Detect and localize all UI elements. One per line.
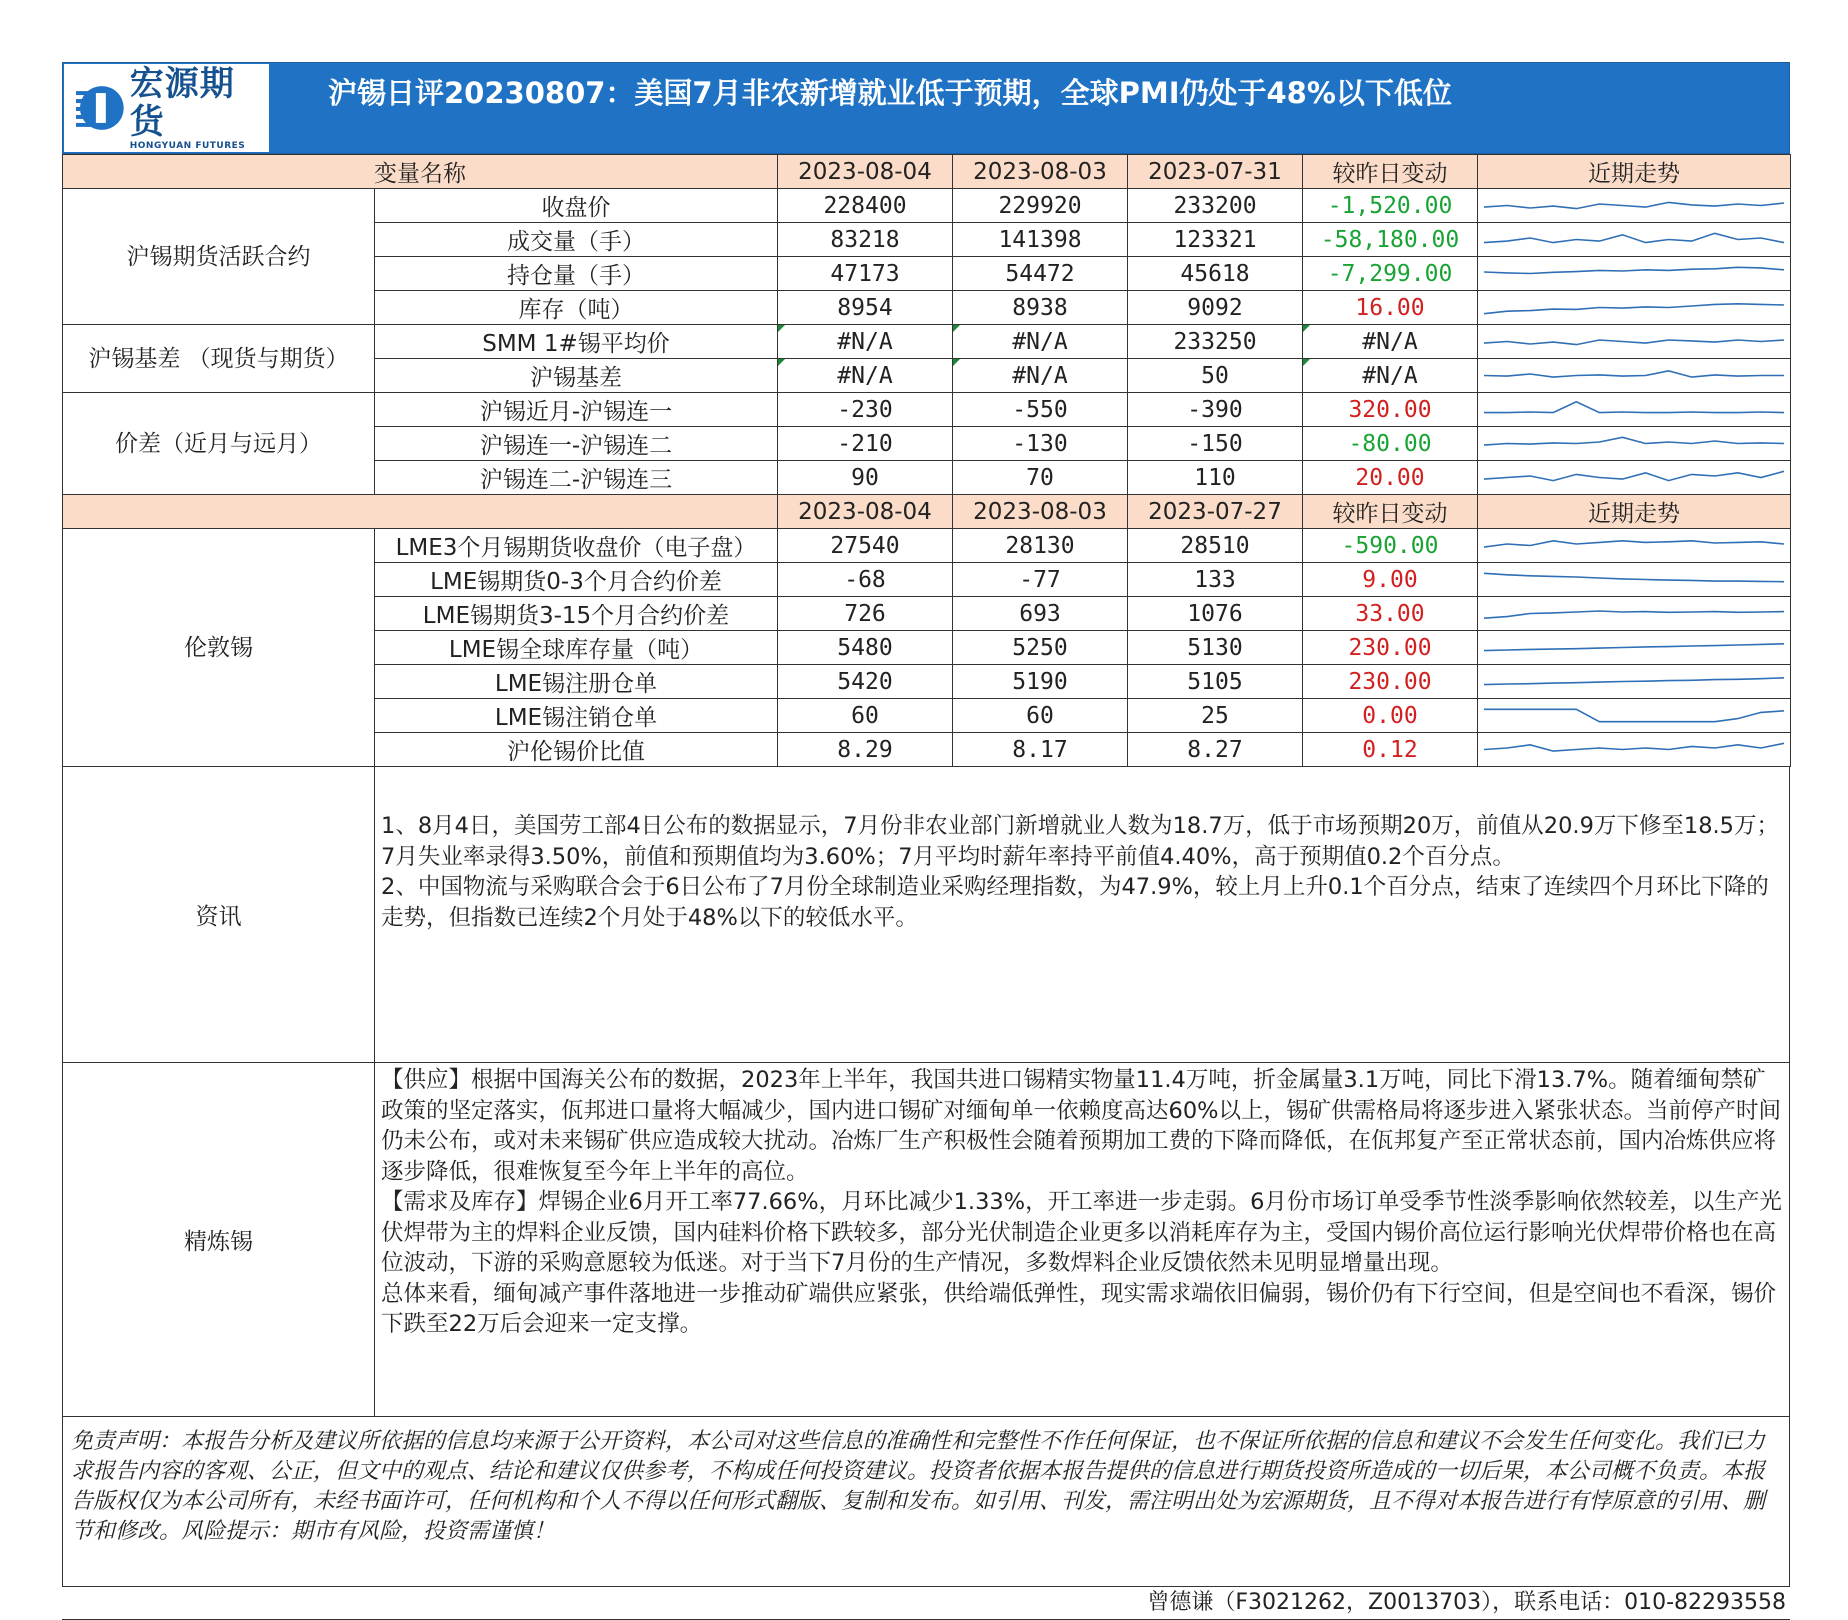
row-value: -77 xyxy=(953,563,1128,597)
row-change: 0.00 xyxy=(1303,699,1478,733)
row-value: 229920 xyxy=(953,189,1128,223)
row-value: 25 xyxy=(1128,699,1303,733)
row-variable-name: 沪锡连二-沪锡连三 xyxy=(375,461,778,495)
row-value: 693 xyxy=(953,597,1128,631)
sparkline-cell xyxy=(1478,733,1791,767)
row-change: 16.00 xyxy=(1303,291,1478,325)
row-value: 5250 xyxy=(953,631,1128,665)
row-value: 54472 xyxy=(953,257,1128,291)
header-date: 2023-07-31 xyxy=(1128,155,1303,189)
row-value: 5105 xyxy=(1128,665,1303,699)
row-value: 83218 xyxy=(778,223,953,257)
table-header-row xyxy=(63,495,1791,529)
row-variable-name: 成交量（手） xyxy=(375,223,778,257)
table-row xyxy=(63,189,1791,223)
sparkline-line xyxy=(1484,743,1784,751)
news-paragraph: 2、中国物流与采购联合会于6日公布了7月份全球制造业采购经理指数，为47.9%，较上月上升0.1个百分点，结束了连续四个月环比下降的走势，但指数已连续2个月处于48%以下的较低水平。 xyxy=(381,874,1769,931)
sparkline-line xyxy=(1484,267,1784,273)
row-variable-name: 库存（吨） xyxy=(375,291,778,325)
sparkline xyxy=(1484,700,1784,731)
sparkline-cell xyxy=(1478,359,1791,393)
data-table xyxy=(62,154,1791,767)
sparkline xyxy=(1484,224,1784,255)
row-value: 123321 xyxy=(1128,223,1303,257)
row-variable-name: 沪锡连一-沪锡连二 xyxy=(375,427,778,461)
sparkline xyxy=(1484,530,1784,561)
row-value: 27540 xyxy=(778,529,953,563)
header-date: 2023-07-27 xyxy=(1128,495,1303,529)
row-change: 20.00 xyxy=(1303,461,1478,495)
report xyxy=(62,62,1790,1620)
group-label: 伦敦锡 xyxy=(63,529,375,767)
sparkline-cell xyxy=(1478,597,1791,631)
row-value: -230 xyxy=(778,393,953,427)
row-change: -1,520.00 xyxy=(1303,189,1478,223)
row-variable-name: 沪伦锡价比值 xyxy=(375,733,778,767)
report-title: 沪锡日评20230807：美国7月非农新增就业低于预期，全球PMI仍处于48%以下低位 xyxy=(328,76,1452,110)
sparkline xyxy=(1484,428,1784,459)
row-value: 90 xyxy=(778,461,953,495)
row-value: 726 xyxy=(778,597,953,631)
sparkline-line xyxy=(1484,678,1784,685)
sparkline xyxy=(1484,564,1784,595)
contact-line: 曾德谦（F3021262，Z0013703），联系电话：010-82293558 xyxy=(62,1587,1790,1620)
news-section xyxy=(62,767,1790,1063)
header-variable-name xyxy=(63,495,778,529)
row-variable-name: 沪锡近月-沪锡连一 xyxy=(375,393,778,427)
row-change: 9.00 xyxy=(1303,563,1478,597)
row-value: 228400 xyxy=(778,189,953,223)
sparkline xyxy=(1484,666,1784,697)
sparkline-line xyxy=(1484,233,1784,242)
logo-mark-icon xyxy=(74,69,124,147)
sparkline xyxy=(1484,190,1784,221)
sparkline-line xyxy=(1484,644,1784,651)
group-label: 价差（近月与远月） xyxy=(63,393,375,495)
sparkline-cell xyxy=(1478,665,1791,699)
sparkline-line xyxy=(1484,541,1784,547)
refined-tin-section xyxy=(62,1063,1790,1417)
row-value: 47173 xyxy=(778,257,953,291)
row-value: 60 xyxy=(778,699,953,733)
row-variable-name: LME锡期货3-15个月合约价差 xyxy=(375,597,778,631)
row-value: -550 xyxy=(953,393,1128,427)
table-row xyxy=(63,325,1791,359)
sparkline-line xyxy=(1484,371,1784,377)
sparkline xyxy=(1484,598,1784,629)
row-change: 230.00 xyxy=(1303,665,1478,699)
row-value: -150 xyxy=(1128,427,1303,461)
row-value: 9092 xyxy=(1128,291,1303,325)
header-date: 2023-08-03 xyxy=(953,495,1128,529)
header-trend: 近期走势 xyxy=(1478,155,1791,189)
sparkline-cell xyxy=(1478,257,1791,291)
row-value: 8.17 xyxy=(953,733,1128,767)
header-variable-name: 变量名称 xyxy=(63,155,778,189)
refined-paragraph: 【需求及库存】焊锡企业6月开工率77.66%，月环比减少1.33%，开工率进一步走弱。6月份市场订单受季节性淡季影响依然较差，以生产光伏焊带为主的焊料企业反馈，国内硅料价格下跌较多，部分光伏制造企业更多以消耗库存为主，受国内锡价高位运行影响光伏焊带价格也在高位波动，下游的采购意愿较为低迷。对于当下7月份的生产情况，多数焊料企业反馈依然未见明显增量出现。 xyxy=(381,1189,1782,1276)
sparkline-cell xyxy=(1478,699,1791,733)
row-change: -58,180.00 xyxy=(1303,223,1478,257)
row-change: #N/A xyxy=(1303,359,1478,393)
sparkline-line xyxy=(1484,402,1784,413)
sparkline-cell xyxy=(1478,631,1791,665)
sparkline-line xyxy=(1484,304,1784,314)
table-row xyxy=(63,393,1791,427)
row-value: #N/A xyxy=(778,359,953,393)
sparkline-line xyxy=(1484,573,1784,581)
sparkline xyxy=(1484,360,1784,391)
row-variable-name: SMM 1#锡平均价 xyxy=(375,325,778,359)
row-value: 5480 xyxy=(778,631,953,665)
row-variable-name: 收盘价 xyxy=(375,189,778,223)
row-value: 5420 xyxy=(778,665,953,699)
row-value: 1076 xyxy=(1128,597,1303,631)
header-trend: 近期走势 xyxy=(1478,495,1791,529)
row-value: 28510 xyxy=(1128,529,1303,563)
header-change: 较昨日变动 xyxy=(1303,155,1478,189)
sparkline-line xyxy=(1484,709,1784,721)
row-variable-name: LME3个月锡期货收盘价（电子盘） xyxy=(375,529,778,563)
row-value: -210 xyxy=(778,427,953,461)
sparkline-cell xyxy=(1478,529,1791,563)
sparkline-cell xyxy=(1478,223,1791,257)
row-change: 0.12 xyxy=(1303,733,1478,767)
row-value: 70 xyxy=(953,461,1128,495)
sparkline xyxy=(1484,462,1784,493)
row-change: -80.00 xyxy=(1303,427,1478,461)
sparkline-cell xyxy=(1478,427,1791,461)
sparkline xyxy=(1484,394,1784,425)
row-change: -590.00 xyxy=(1303,529,1478,563)
news-paragraph: 1、8月4日，美国劳工部4日公布的数据显示，7月份非农业部门新增就业人数为18.7万，低于市场预期20万，前值从20.9万下修至18.5万；7月失业率录得3.50%，前值和预期值均为3.60%；7月平均时薪年率持平前值4.40%，高于预期值0.2个百分点。 xyxy=(381,813,1780,870)
row-value: 8.27 xyxy=(1128,733,1303,767)
row-variable-name: 持仓量（手） xyxy=(375,257,778,291)
group-label: 沪锡基差 （现货与期货） xyxy=(63,325,375,393)
row-value: 50 xyxy=(1128,359,1303,393)
sparkline-line xyxy=(1484,340,1784,345)
group-label: 沪锡期货活跃合约 xyxy=(63,189,375,325)
report-header xyxy=(62,62,1790,154)
row-value: 233200 xyxy=(1128,189,1303,223)
logo-en: HONGYUAN FUTURES xyxy=(129,141,246,151)
sparkline xyxy=(1484,292,1784,323)
header-date: 2023-08-04 xyxy=(778,155,953,189)
row-value: 45618 xyxy=(1128,257,1303,291)
sparkline-cell xyxy=(1478,325,1791,359)
refined-paragraph: 【供应】根据中国海关公布的数据，2023年上半年，我国共进口锡精实物量11.4万吨，折金属量3.1万吨，同比下滑13.7%。随着缅甸禁矿政策的坚定落实，佤邦进口量将大幅减少，国内进口锡矿对缅甸单一依赖度高达60%以上，锡矿供需格局将逐步进入紧张状态。当前停产时间仍未公布，或对未来锡矿供应造成较大扰动。冶炼厂生产积极性会随着预期加工费的下降而降低，在佤邦复产至正常状态前，国内冶炼供应将逐步降低，很难恢复至今年上半年的高位。 xyxy=(381,1067,1782,1185)
row-change: #N/A xyxy=(1303,325,1478,359)
row-variable-name: LME锡全球库存量（吨） xyxy=(375,631,778,665)
sparkline-cell xyxy=(1478,189,1791,223)
news-label: 资讯 xyxy=(63,767,375,1062)
sparkline-line xyxy=(1484,611,1784,618)
row-variable-name: LME锡注销仓单 xyxy=(375,699,778,733)
row-change: -7,299.00 xyxy=(1303,257,1478,291)
sparkline-line xyxy=(1484,471,1784,480)
disclaimer: 免责声明：本报告分析及建议所依据的信息均来源于公开资料，本公司对这些信息的准确性和完整性不作任何保证，也不保证所依据的信息和建议不会发生任何变化。我们已力求报告内容的客观、公正，但文中的观点、结论和建议仅供参考，不构成任何投资建议。投资者依据本报告提供的信息进行期货投资所造成的一切后果，本公司概不负责。本报告版权仅为本公司所有，未经书面许可，任何机构和个人不得以任何形式翻版、复制和发布。如引用、刊发，需注明出处为宏源期货，且不得对本报告进行有悖原意的引用、删节和修改。风险提示：期市有风险，投资需谨慎！ xyxy=(62,1417,1790,1587)
row-value: -130 xyxy=(953,427,1128,461)
header-date: 2023-08-04 xyxy=(778,495,953,529)
row-value: -390 xyxy=(1128,393,1303,427)
header-change: 较昨日变动 xyxy=(1303,495,1478,529)
table-header-row xyxy=(63,155,1791,189)
row-value: #N/A xyxy=(953,359,1128,393)
row-value: 28130 xyxy=(953,529,1128,563)
sparkline xyxy=(1484,734,1784,765)
row-value: #N/A xyxy=(778,325,953,359)
row-value: 110 xyxy=(1128,461,1303,495)
row-value: 133 xyxy=(1128,563,1303,597)
row-value: 8938 xyxy=(953,291,1128,325)
row-variable-name: LME锡注册仓单 xyxy=(375,665,778,699)
sparkline-cell xyxy=(1478,291,1791,325)
refined-tin-body xyxy=(375,1063,1789,1416)
logo-cn: 宏源期货 xyxy=(129,64,235,142)
company-logo xyxy=(64,64,269,152)
sparkline-cell xyxy=(1478,461,1791,495)
sparkline-cell xyxy=(1478,393,1791,427)
sparkline xyxy=(1484,326,1784,357)
sparkline-line xyxy=(1484,202,1784,208)
row-value: 8.29 xyxy=(778,733,953,767)
news-body xyxy=(375,767,1789,1062)
row-value: -68 xyxy=(778,563,953,597)
row-value: #N/A xyxy=(953,325,1128,359)
row-value: 141398 xyxy=(953,223,1128,257)
sparkline-cell xyxy=(1478,563,1791,597)
sparkline xyxy=(1484,632,1784,663)
row-variable-name: 沪锡基差 xyxy=(375,359,778,393)
header-date: 2023-08-03 xyxy=(953,155,1128,189)
row-value: 5190 xyxy=(953,665,1128,699)
refined-tin-label: 精炼锡 xyxy=(63,1063,375,1416)
row-value: 8954 xyxy=(778,291,953,325)
row-change: 230.00 xyxy=(1303,631,1478,665)
row-value: 5130 xyxy=(1128,631,1303,665)
sparkline-line xyxy=(1484,437,1784,445)
table-row xyxy=(63,529,1791,563)
refined-paragraph: 总体来看，缅甸减产事件落地进一步推动矿端供应紧张，供给端低弹性，现实需求端依旧偏弱，锡价仍有下行空间，但是空间也不看深，锡价下跌至22万后会迎来一定支撑。 xyxy=(381,1280,1777,1337)
row-variable-name: LME锡期货0-3个月合约价差 xyxy=(375,563,778,597)
row-value: 60 xyxy=(953,699,1128,733)
row-value: 233250 xyxy=(1128,325,1303,359)
row-change: 33.00 xyxy=(1303,597,1478,631)
sparkline xyxy=(1484,258,1784,289)
row-change: 320.00 xyxy=(1303,393,1478,427)
